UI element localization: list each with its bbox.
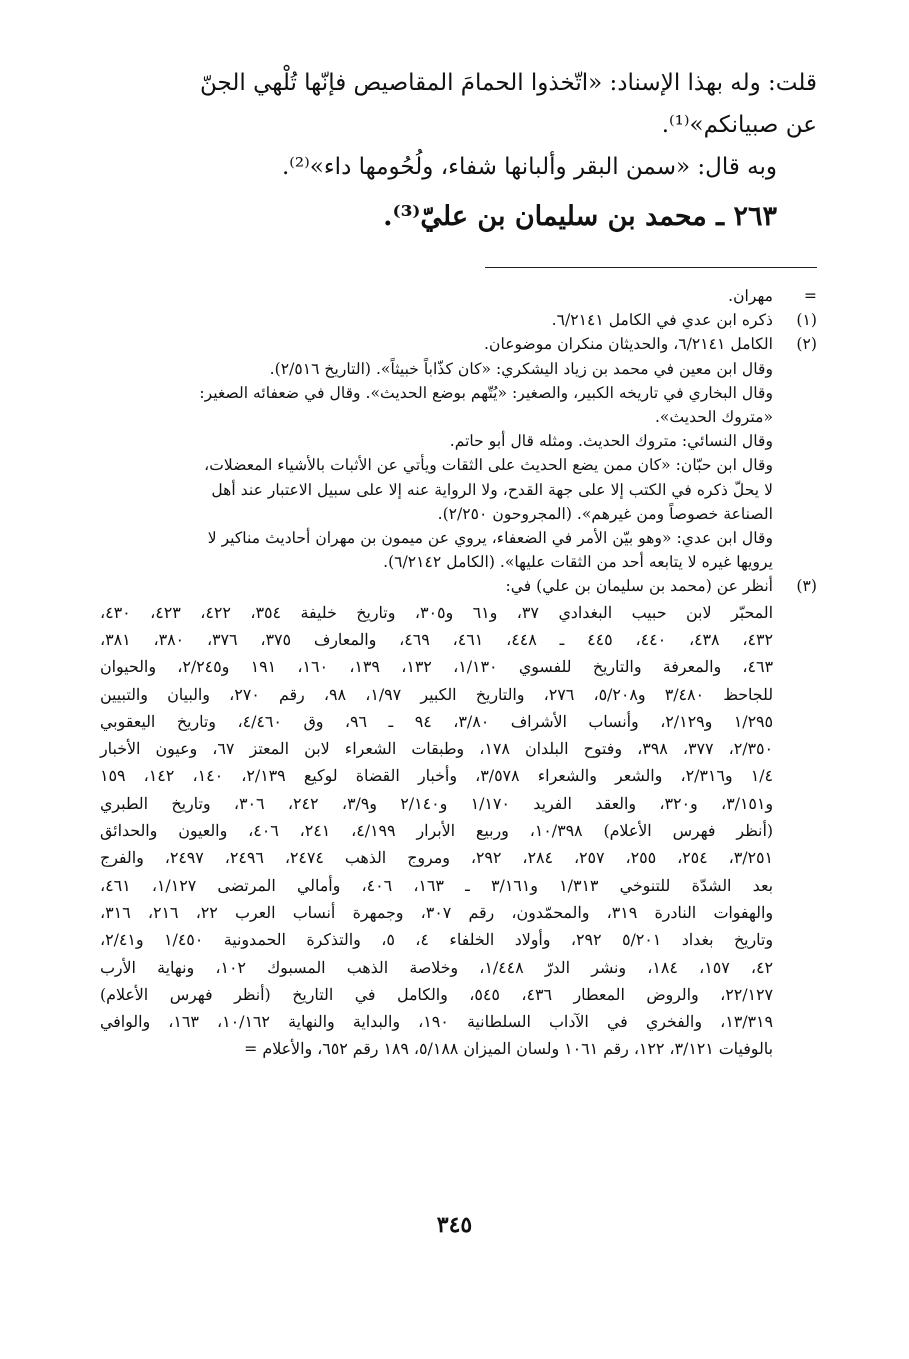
footnote-3-line: (أنظر فهرس الأعلام) ١٠/٣٩٨، وربيع الأبرار ٤/١٩٩، ٢٤١، ٤٠٦، والعيون والحدائق bbox=[100, 821, 774, 841]
footnote-3-line: ٢/٣٥٠، ٣٧٧، ٣٩٨، وفتوح البلدان ١٧٨، وطبقات الشعراء لابن المعتز ٦٧، وعيون الأخبار bbox=[100, 739, 773, 759]
footnote-3-label: (٣) bbox=[796, 577, 817, 596]
entry-heading: ٢٦٣ ـ محمد بن سليمان بن عليّ⁽³⁾. bbox=[383, 201, 777, 232]
main-text bbox=[92, 62, 817, 238]
footnote-2-line: وقال ابن عدي: «وهو بيّن الأمر في الضعفاء، يروي عن ميمون بن مهران أحاديث مناكير لا bbox=[207, 529, 773, 548]
main-para-1-line-1: قلت: وله بهذا الإسناد: «اتّخذوا الحمامَ المقاصيص فإنّها تُلْهي الجنّ bbox=[200, 70, 817, 96]
footnote-1 bbox=[100, 308, 817, 332]
footnote-3-line: والهفوات النادرة ٣١٩، والمحمّدون، رقم ٣٠٧، وجمهرة أنساب العرب ٢٢، ٢١٦، ٣١٦، bbox=[100, 902, 773, 922]
footnote-3-line: ١٣/٣١٩، والفخري في الآداب السلطانية ١٩٠، والبداية والنهاية ١٠/١٦٢، ١٦٣، والوافي bbox=[100, 1012, 773, 1032]
footnote-2-line: وقال النسائي: متروك الحديث. ومثله قال أبو حاتم. bbox=[449, 432, 773, 451]
footnote-3-line: وتاريخ بغداد ٥/٢٠١ ٢٩٢، وأولاد الخلفاء ٤، ٥، والتذكرة الحمدونية ١/٤٥٠ و٢/٤١، bbox=[100, 930, 774, 950]
footnote-3-line: ٤٢، ١٥٧، ١٨٤، ونشر الدرّ ١/٤٤٨، وخلاصة الذهب المسبوك ١٠٢، ونهاية الأرب bbox=[100, 957, 774, 977]
footnote-2-line: وقال البخاري في تاريخه الكبير، والصغير: «يُتّهم بوضع الحديث». وقال في ضعفائه الصغير: bbox=[199, 383, 773, 402]
main-para-1-line-2: عن صبيانكم»⁽¹⁾. bbox=[661, 112, 817, 138]
footnote-3-line: و٣/١٥١، و٣٢٠، والعقد الفريد ١/١٧٠ و٢/١٤٠ و٣/٩، ٢٤٢، ٣٠٦، وتاريخ الطبري bbox=[100, 793, 774, 813]
continuation-marker: = bbox=[803, 287, 817, 305]
footnotes bbox=[100, 284, 817, 1063]
footnote-3-line: ١/٢٩٥ و٢/١٢٩، وأنساب الأشراف ٣/٨٠، ٩٤ ـ ٩٦، وق ٤/٤٦٠، وتاريخ اليعقوبي bbox=[100, 711, 774, 731]
continuation-text: مهران. bbox=[728, 287, 773, 305]
footnote-3-line: ٣/٢٥١، ٢٥٤، ٢٥٥، ٢٥٧، ٢٨٤، ٢٩٢، ومروج الذهب ٢٤٧٤، ٢٤٩٦، ٢٤٩٧، والفرج bbox=[100, 848, 773, 868]
footnote-1-label: (١) bbox=[796, 311, 817, 330]
footnote-2 bbox=[100, 332, 817, 356]
footnote-2-line: الصناعة خصوصاً ومن غيرهم». (المجروحون ٢/٢٥٠). bbox=[437, 504, 773, 523]
footnote-separator bbox=[485, 267, 817, 268]
footnote-1-text: ذكره ابن عدي في الكامل ٦/٢١٤١. bbox=[551, 311, 773, 330]
footnote-3-line: بعد الشدّة للتنوخي ١/٣١٣ و٣/١٦١ ـ ١٦٣، ٤٠٦، وأمالي المرتضى ١/١٢٧، ٤٦١، bbox=[100, 875, 773, 895]
footnote-2-line: يرويها غيره لا يتابعه أحد من الثقات عليها». (الكامل ٦/٢١٤٢). bbox=[383, 553, 773, 572]
footnote-3-line: ٢٢/١٢٧، والروض المعطار ٤٣٦، ٥٤٥، والكامل في التاريخ (أنظر فهرس الأعلام) bbox=[100, 984, 773, 1004]
footnote-3-line: بالوفيات ٣/١٢١، ١٢٢، رقم ١٠٦١ ولسان الميزان ٥/١٨٨، ١٨٩ رقم ٦٥٢، والأعلام = bbox=[244, 1039, 773, 1059]
footnote-2-line: الكامل ٦/٢١٤١، والحديثان منكران موضوعان. bbox=[484, 335, 773, 354]
footnote-2-label: (٢) bbox=[796, 335, 817, 354]
footnote-3-line: ١/٤ و٢/٣١٦، والشعر والشعراء ٣/٥٧٨، وأخبار القضاة لوكيع ٢/١٣٩، ١٤٠، ١٤٢، ١٥٩ bbox=[100, 766, 774, 786]
footnote-2-line: «متروك الحديث». bbox=[654, 408, 773, 427]
footnote-3 bbox=[100, 574, 817, 598]
footnote-continuation bbox=[100, 284, 817, 308]
footnote-3-intro: أنظر عن (محمد بن سليمان بن علي) في: bbox=[505, 577, 773, 596]
page-number: ٣٤٥ bbox=[436, 1212, 473, 1238]
footnote-2-line: وقال ابن حبّان: «كان ممن يضع الحديث على الثقات ويأتي عن الأثبات بالأشياء المعضلات، bbox=[204, 456, 773, 475]
footnote-3-line: المحبّر لابن حبيب البغدادي ٣٧، و٦١ و٣٠٥، وتاريخ خليفة ٣٥٤، ٤٢٢، ٤٢٣، ٤٣٠، bbox=[100, 602, 774, 622]
footnote-3-line: ٤٣٢، ٤٣٨، ٤٤٠، ٤٤٥ ـ ٤٤٨، ٤٦١، ٤٦٩، والمعارف ٣٧٥، ٣٧٦، ٣٨٠، ٣٨١، bbox=[100, 629, 773, 649]
footnote-2-line: وقال ابن معين في محمد بن زياد اليشكري: «كان كذّاباً خبيثاً». (التاريخ ٢/٥١٦). bbox=[269, 359, 773, 378]
footnote-2-line: لا يحلّ ذكره في الكتب إلا على جهة القدح، ولا الرواية عنه إلا على سبيل الاعتبار عند أهل bbox=[211, 480, 773, 499]
main-para-2: وبه قال: «سمن البقر وألبانها شفاء، ولُحُومها داء»⁽²⁾. bbox=[281, 154, 777, 180]
footnote-3-line: ٤٦٣، والمعرفة والتاريخ للفسوي ١/١٣٠، ١٣٢، ١٣٩، ١٦٠، ١٩١ و٢/٢٤٥، والحيوان bbox=[100, 657, 773, 677]
footnote-3-line: للجاحظ ٣/٤٨٠ و٥/٢٠٨، ٢٧٦، والتاريخ الكبير ١/٩٧، ٩٨، رقم ٢٧٠، والبيان والتبيين bbox=[100, 684, 774, 704]
